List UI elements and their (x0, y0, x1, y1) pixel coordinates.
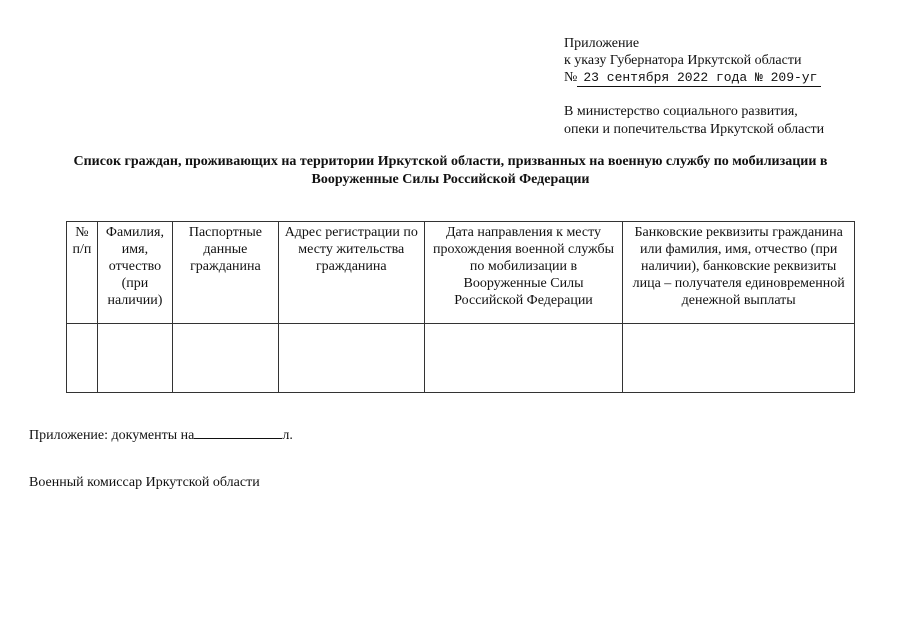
table-header-row (67, 222, 855, 324)
col-header-number: № п/п (67, 222, 98, 324)
col-header-passport: Паспортные данные гражданина (172, 222, 278, 324)
attachment-prefix: Приложение: документы на (29, 428, 195, 443)
decree-date-number: 23 сентября 2022 года № 209-уг (577, 69, 821, 87)
attachment-suffix: л. (282, 428, 293, 443)
cell-date (424, 324, 623, 393)
appendix-label: Приложение (564, 36, 640, 51)
attachment-blank (194, 424, 282, 439)
table-row (67, 324, 855, 393)
col-header-address: Адрес регистрации по месту жительства гражданина (278, 222, 424, 324)
title-line-2: Вооруженные Силы Российской Федерации (311, 172, 590, 187)
appendix-header (564, 35, 884, 87)
attachment-line (29, 424, 293, 445)
col-header-bank-details: Банковские реквизиты гражданина или фамилия, имя, отчество (при наличии), банковские реквизиты лица – получателя единовременной денежной выплаты (623, 222, 855, 324)
appendix-number-line (564, 69, 884, 87)
cell-full-name (97, 324, 172, 393)
col-header-date: Дата направления к месту прохождения военной службы по мобилизации в Вооруженные Силы Российской Федерации (424, 222, 623, 324)
document-title (20, 153, 881, 189)
addressee-line-2: опеки и попечительства Иркутской области (564, 122, 825, 137)
col-header-full-name: Фамилия, имя, отчество (при наличии) (97, 222, 172, 324)
addressee-line-1: В министерство социального развития, (564, 104, 798, 119)
cell-passport (172, 324, 278, 393)
signatory-title: Военный комиссар Иркутской области (29, 475, 260, 490)
cell-bank-details (623, 324, 855, 393)
title-line-1: Список граждан, проживающих на территории Иркутской области, призванных на военную службу по мобилизации в (73, 154, 828, 169)
appendix-decree-ref: к указу Губернатора Иркутской области (564, 53, 802, 68)
number-sign: № (564, 70, 578, 85)
cell-number (67, 324, 98, 393)
addressee-block (564, 103, 884, 139)
citizens-table (66, 221, 855, 393)
cell-address (278, 324, 424, 393)
